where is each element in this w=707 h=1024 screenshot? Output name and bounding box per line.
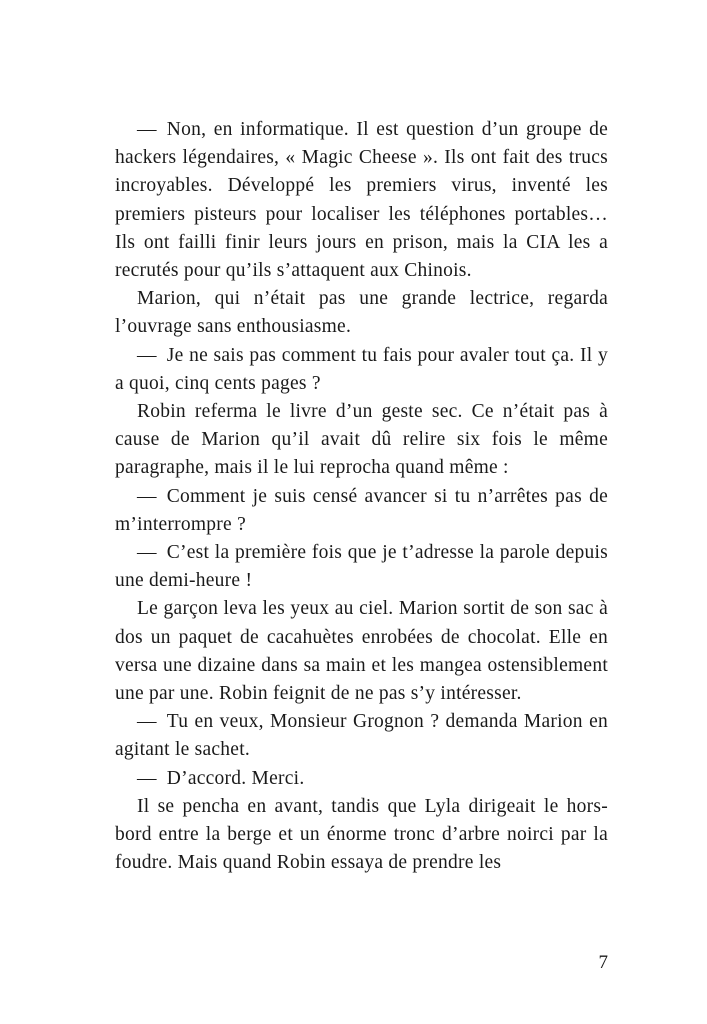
paragraph: — Je ne sais pas comment tu fais pour avaler tout ça. Il y a quoi, cinq cents pages ? [115,344,608,394]
text-block [115,116,608,877]
paragraph: Marion, qui n’était pas une grande lectrice, regarda l’ouvrage sans enthousiasme. [115,288,608,338]
paragraph: — Comment je suis censé avancer si tu n’arrêtes pas de m’interrompre ? [115,485,608,535]
paragraph: Le garçon leva les yeux au ciel. Marion sortit de son sac à dos un paquet de cacahuètes enrobées de chocolat. Elle en versa une dizaine dans sa main et les mangea ostensiblement une par une. Robin feignit de ne pas s’y intéresser. [115,598,608,705]
paragraph: — Tu en veux, Monsieur Grognon ? demanda Marion en agitant le sachet. [115,711,608,761]
paragraph: — D’accord. Merci. [137,767,305,789]
paragraph: — Non, en informatique. Il est question d’un groupe de hackers légendaires, « Magic Cheese ». Ils ont fait des trucs incroyables. Développé les premiers virus, inventé les premiers pisteurs pour localiser les téléphones portables… Ils ont failli finir leurs jours en prison, mais la CIA les a recrutés pour qu’ils s’attaquent aux Chinois. [115,119,608,282]
paragraph: — C’est la première fois que je t’adresse la parole depuis une demi-heure ! [115,542,608,592]
paragraph: Il se pencha en avant, tandis que Lyla dirigeait le hors-bord entre la berge et un énorme tronc d’arbre noirci par la foudre. Mais quand Robin essaya de prendre les [115,795,608,874]
paragraph: Robin referma le livre d’un geste sec. Ce n’était pas à cause de Marion qu’il avait dû relire six fois le même paragraphe, mais il le lui reprocha quand même : [115,401,608,479]
page-number: 7 [598,952,608,973]
